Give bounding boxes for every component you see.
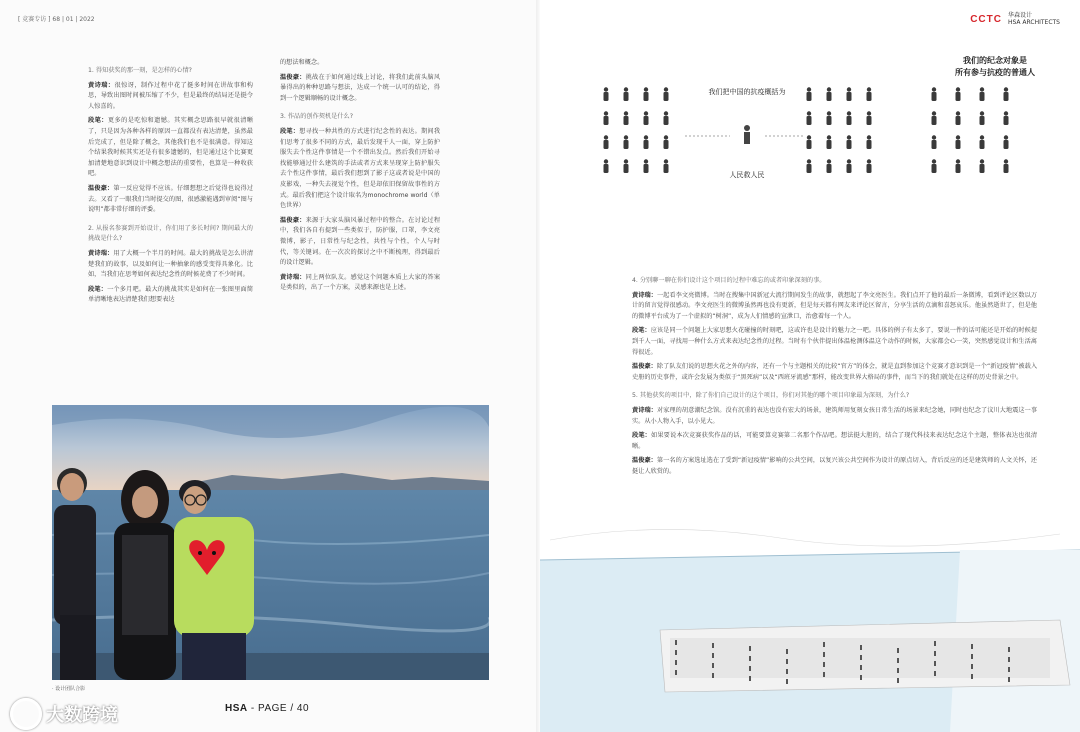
answer-paragraph (280, 273, 440, 294)
speaker-name: 温俊豪： (280, 73, 306, 81)
crowd-person (860, 665, 862, 670)
person-pictogram-icon (644, 111, 649, 125)
person-pictogram-icon (827, 87, 832, 101)
person-pictogram-icon (956, 159, 961, 173)
person-pictogram-icon (867, 87, 872, 101)
speaker-name: 黄诗瑞： (632, 291, 657, 299)
person-pictogram-icon (604, 159, 609, 173)
answer-paragraph (280, 216, 440, 269)
person-pictogram-icon (624, 111, 629, 125)
person-pictogram-icon (664, 87, 669, 101)
person-pictogram-icon (1004, 159, 1009, 173)
speaker-name: 温俊豪： (632, 363, 657, 371)
answer-paragraph (632, 456, 1037, 477)
crowd-person (675, 640, 677, 645)
crowd-person (1008, 677, 1010, 682)
right-text-column (632, 268, 1037, 482)
person-pictogram-icon (664, 135, 669, 149)
person-pictogram-icon (807, 159, 812, 173)
answer-paragraph (632, 362, 1037, 383)
crowd-person (786, 659, 788, 664)
person-pictogram-icon (604, 111, 609, 125)
answer-text: 想寻找一种共性的方式进行纪念性的表达。期间我们思考了很多不同的方式，最后发现千人一面，穿上防护服失去个性这件事情是一个不错出发点。然后我们开始寻找能够通过什么建筑的手法或者方式来呈现穿上防护服失去个性这件事情，最后我们想到了影子这或者说是中国的皮影戏，一种失去视觉个性，但是却依旧保留故事性的方式。最后我们把这个设计取名为monochrome world（单色世界） (280, 127, 441, 210)
person-pictogram-icon (867, 135, 872, 149)
doctor-figure-icon (744, 125, 750, 131)
speaker-name: 段笔： (632, 432, 651, 440)
logo-mark: CCTC (970, 13, 1002, 25)
team-photo (52, 405, 489, 680)
diagram-title-top: 我们把中国的抗疫概括为 (708, 88, 786, 96)
speaker-name: 段笔： (88, 285, 108, 293)
memorial-title-1: 我们的纪念对象是 (963, 56, 1027, 65)
speaker-name: 温俊豪： (280, 216, 306, 224)
answer-paragraph (88, 81, 253, 113)
person-pictogram-icon (644, 87, 649, 101)
left-text-column-2 (280, 58, 440, 298)
speaker-name: 黄诗瑞： (280, 273, 306, 281)
person-pictogram-icon (980, 87, 985, 101)
watermark (10, 698, 118, 730)
answer-text: 一个多月吧。最大的挑战其实是如何在一张图里面简单清晰地表达清楚我们想要表达 (88, 285, 254, 304)
crowd-person (786, 669, 788, 674)
figure-grid-left (604, 87, 669, 173)
page-number-left (225, 703, 309, 714)
answer-text: 如果要说本次竞赛获奖作品的话，可能要算竞赛第二名那个作品吧。想法挺大胆的，结合了现代科技来表达纪念这个主题，整体表达也很清晰。 (632, 432, 1038, 450)
question: 5. 其他获奖的项目中，除了你们自己设计的这个项目，你们对其他的哪个项目印象最为深刻，为什么? (632, 392, 910, 400)
person-pictogram-icon (644, 159, 649, 173)
answer-text: 很惊讶，制作过程中花了挺多时间在讲故事和构思，导致出图时间被压缩了不少，但是最终的结局还是挺令人惊喜的。 (88, 81, 253, 110)
person-pictogram-icon (1004, 87, 1009, 101)
person-pictogram-icon (932, 159, 937, 173)
crowd-person (934, 651, 936, 656)
answer-text: 对家理的胡意潮纪念馆。没有沉重的表达也没有宏大的场景，建筑师用复刻女孩日常生活的场景来纪念她，同时也纪念了汶川大地震这一事实。从小人物入手，以小见大。 (632, 406, 1038, 425)
speaker-name: 黄诗瑞： (632, 406, 657, 414)
question: 2. 从报名参赛到开始设计，你们用了多长时间? 期间最大的挑战是什么? (88, 224, 253, 243)
crowd-person (823, 662, 825, 667)
answer-paragraph (280, 73, 440, 105)
crowd-person (675, 650, 677, 655)
crowd-person (860, 645, 862, 650)
diagram-title-bottom: 人民救人民 (729, 171, 765, 179)
answer-paragraph (632, 291, 1037, 323)
answer-text: 第一名的方案选址选在了受到“新冠疫情”影响的公共空间，以复兴该公共空间作为设计的原点切入，背后反应的还是建筑师的人文关怀，还挺让人欣赏的。 (632, 457, 1037, 475)
question: 1. 得知获奖的那一刻，是怎样的心情? (88, 67, 192, 74)
answer-text: 来源于大家头脑风暴过程中的整合。在讨论过程中，我们各自有提到一些类似于，防护服，口罩，李文亮微博，影子，日常性与纪念性，共性与个性，个人与时代，等关键词。在一次次的探讨之中不断梳理，得到最后的设计逻辑。 (280, 216, 441, 267)
crowd-person (971, 654, 973, 659)
crowd-person (971, 644, 973, 649)
person-pictogram-icon (624, 135, 629, 149)
answer-paragraph (88, 116, 253, 180)
answer-text: 同上两位队友。感觉这个问题本质上大家的答案是类似的，出了一个方案，灵感来源也是上述。 (280, 273, 441, 292)
crowd-person (749, 666, 751, 671)
crowd-person (786, 679, 788, 684)
crowd-person (897, 648, 899, 653)
page-header-left: [ 竞赛专访 ] 68 | 01 | 2022 (18, 16, 95, 23)
answer-text: 用了大概一个半月的时间。最大的挑战是怎么讲清楚我们的故事，以及如何让一种抽象的感受变得具象化。比如，当我们在思考如何表达纪念性的时候花费了不少时间。 (88, 249, 254, 279)
architecture-illustration (540, 510, 1080, 732)
crowd-person (860, 675, 862, 680)
person-pictogram-icon (980, 111, 985, 125)
watermark-text: 大数跨境 (46, 705, 118, 726)
person-pictogram-icon (604, 87, 609, 101)
person-pictogram-icon (624, 159, 629, 173)
crowd-person (675, 670, 677, 675)
concept-diagram (600, 72, 1040, 192)
answer-paragraph (632, 406, 1037, 427)
speaker-name: 黄诗瑞： (88, 81, 115, 89)
crowd-person (897, 658, 899, 663)
person-pictogram-icon (664, 159, 669, 173)
answer-text: 挑战在于如何通过线上讨论，将我们此前头脑风暴得出的种种思路与想法，达成一个统一认可的结论，得到一个逻辑顺畅的设计概念。 (280, 73, 441, 102)
person-pictogram-icon (980, 159, 985, 173)
answer-paragraph (280, 127, 440, 212)
person-pictogram-icon (664, 111, 669, 125)
crowd-person (934, 671, 936, 676)
crowd-person (1008, 667, 1010, 672)
crowd-person (1008, 647, 1010, 652)
person-pictogram-icon (827, 159, 832, 173)
question: 3. 作品的创作契机是什么? (280, 113, 354, 121)
crowd-person (971, 664, 973, 669)
person-pictogram-icon (827, 135, 832, 149)
person-pictogram-icon (1004, 111, 1009, 125)
crowd-person (749, 676, 751, 681)
crowd-person (823, 672, 825, 677)
page-label: - PAGE (250, 703, 288, 714)
crowd-person (823, 642, 825, 647)
answer-text: 应该是同一个问题上大家思想火花碰撞的时刻吧，这或许也是设计的魅力之一吧。具体的例子有太多了，要说一件的话可能还是开始的时候提到千人一面，寻找用一种什么方式来表达纪念性的过程。当时有个伙伴提出体温枪测体温这个动作的时候，大家都会心一笑，突然感觉设计和生活离得很近。 (632, 327, 1038, 356)
logo-sub1: 华森设计 (1007, 12, 1032, 19)
page-num: / 40 (290, 703, 310, 714)
crowd-person (749, 656, 751, 661)
person-pictogram-icon (827, 111, 832, 125)
crowd-person (1008, 657, 1010, 662)
answer-paragraph (632, 326, 1037, 358)
photo-caption: · 设计团队合影 (52, 686, 86, 692)
crowd-person (712, 643, 714, 648)
figure-grid-right (932, 87, 1009, 173)
person-pictogram-icon (980, 135, 985, 149)
person-pictogram-icon (644, 135, 649, 149)
person-pictogram-icon (956, 87, 961, 101)
watermark-logo-icon (10, 698, 42, 730)
person-pictogram-icon (867, 111, 872, 125)
person-pictogram-icon (932, 87, 937, 101)
crowd-person (934, 641, 936, 646)
crowd-person (934, 661, 936, 666)
logo-sub2: HSA ARCHITECTS (1007, 19, 1060, 26)
person-pictogram-icon (956, 135, 961, 149)
left-text-column-1 (88, 58, 253, 310)
answer-text: 更多的是吃惊和遗憾。其实概念思路很早就很清晰了，只是因为各种各样的原因一直都没有表达清楚，虽然最后完成了，但是除了概念，其他我们也不是很满意。得知这个结果我时候其实还是有很多遗憾的，但是通过这个比赛更加清楚地意识到设计中概念想法的重要性，也算是一种收获吧。 (88, 117, 254, 178)
answer-text: 一起看李文亮微博。当时在搜集中国新冠大流行期间发生的故事，就想起了李文亮医生。我们点开了他的最后一条微博，看到评论区数以万计的留言觉得很感动。李文亮医生的微博虽然再也没有更新，但是每天都有网友来评论区留言，分享生活的点滴和喜怒哀乐。他虽然逝世了，但是他的微博平台成为了一个虚拟的“树洞”，成为人们情感的宣泄口，治愈着每一个人。 (632, 291, 1038, 320)
person-pictogram-icon (1004, 135, 1009, 149)
page-brand: HSA (225, 703, 248, 714)
crowd-person (712, 663, 714, 668)
person-pictogram-icon (932, 111, 937, 125)
figure-grid-middle (807, 87, 872, 173)
person-pictogram-icon (624, 87, 629, 101)
crowd-person (675, 660, 677, 665)
person-pictogram-icon (932, 135, 937, 149)
person-pictogram-icon (847, 111, 852, 125)
person-pictogram-icon (847, 87, 852, 101)
person-pictogram-icon (807, 135, 812, 149)
crowd-person (712, 673, 714, 678)
speaker-name: 段笔： (88, 117, 108, 125)
crowd-person (786, 649, 788, 654)
speaker-name: 黄诗瑞： (88, 249, 114, 257)
speaker-name: 段笔： (632, 327, 651, 335)
person-pictogram-icon (956, 111, 961, 125)
person-pictogram-icon (604, 135, 609, 149)
answer-text: 除了队友们说的思想火花之外的内容，还有一个与主题相关的比较“官方”的体会，就是直到参加这个竞赛才意识到是一个“新冠疫情”被载入史册的历史事件，或许会发展为类似于“黑死病”以及“西班牙流感”那样，能改变世界大格局的事件，而当下的我们就处在这样的历史背景之中。 (632, 363, 1038, 381)
person-pictogram-icon (847, 159, 852, 173)
brand-logo (970, 12, 1060, 26)
answer-paragraph (88, 285, 253, 306)
speaker-name: 段笔： (280, 127, 300, 135)
question: 4. 分别聊一聊在你们设计这个项目的过程中难忘的或者印象深刻的事。 (632, 277, 826, 284)
crowd-person (897, 678, 899, 683)
crowd-person (823, 652, 825, 657)
logo-text (1008, 12, 1060, 26)
crowd-person (712, 653, 714, 658)
speaker-name: 温俊豪： (632, 457, 657, 465)
person-pictogram-icon (807, 111, 812, 125)
answer-paragraph (632, 431, 1037, 452)
person-pictogram-icon (867, 159, 872, 173)
person-pictogram-icon (847, 135, 852, 149)
memorial-subject-title (935, 55, 1055, 79)
speaker-name: 温俊豪： (88, 184, 114, 192)
answer-paragraph (88, 184, 253, 216)
crowd-person (971, 674, 973, 679)
crowd-person (749, 646, 751, 651)
memorial-title-2: 所有参与抗疫的普通人 (955, 68, 1035, 77)
crowd-person (897, 668, 899, 673)
person-pictogram-icon (807, 87, 812, 101)
answer-text: 第一反应觉得不应该。仔细想想之后觉得也说得过去。又看了一眼我们当时提交的图，很感激能遇到审阅“图与说明”都非常仔细的评委。 (88, 184, 254, 214)
crowd-person (860, 655, 862, 660)
paragraph: 的想法和概念。 (280, 59, 324, 66)
answer-paragraph (88, 249, 253, 281)
